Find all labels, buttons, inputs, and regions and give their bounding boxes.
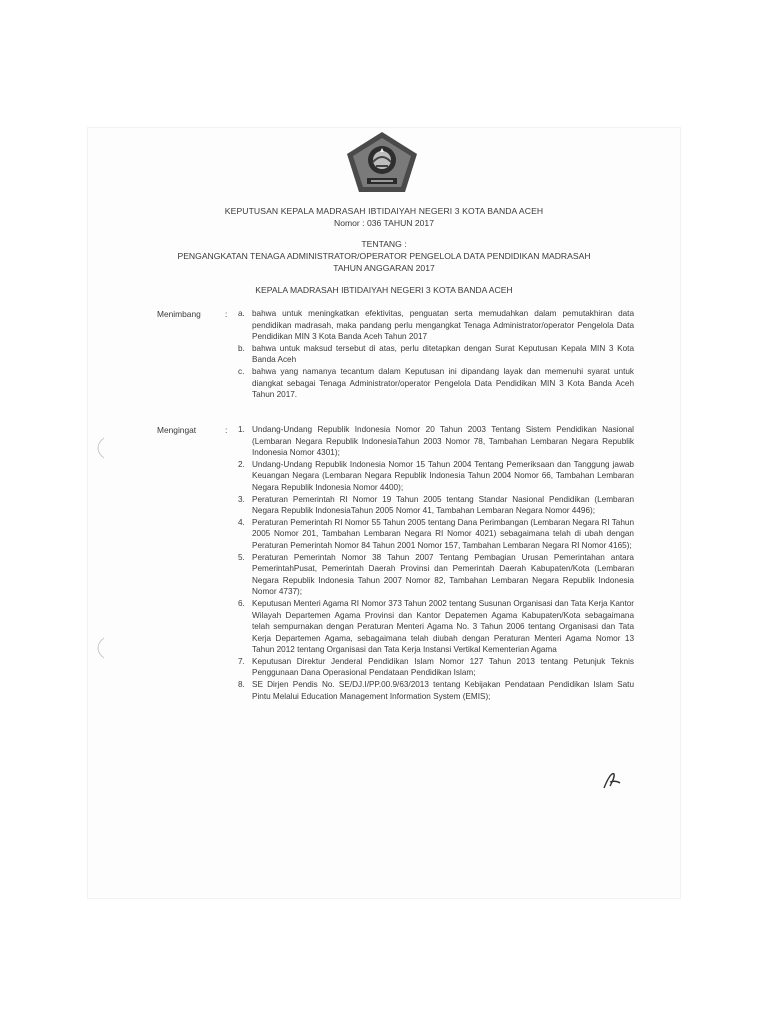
scan-mark: [92, 636, 106, 660]
document-title: KEPUTUSAN KEPALA MADRASAH IBTIDAIYAH NEGERI 3 KOTA BANDA ACEH: [224, 206, 544, 216]
item-text: Peraturan Pemerintah RI Nomor 55 Tahun 2005 tentang Dana Perimbangan (Lembaran Negara RI Tahun 2005 Nomor 201, Tambahan Lembaran Negara RI Nomor 4021) sebagaimana telah di ubah dengan Peraturan Pemerintah Nomor 84 Tahun 2001 Nomor 157, Tambahan Lembaran Negara RI Nomor 4165);: [252, 517, 635, 550]
list-item: [238, 424, 634, 459]
list-item: [238, 459, 634, 494]
item-marker: 3.: [238, 494, 245, 504]
item-marker: 5.: [238, 552, 245, 562]
item-text: bahwa untuk meningkatkan efektivitas, penguatan serta memudahkan dalam pemutakhiran data pendidikan madrasah, maka pandang perlu mengangkat Tenaga Administrator/operator Pengelola Data Pendidikan MIN 3 Kota Banda Aceh Tahun 2017: [252, 309, 634, 342]
paraf-signature-icon: [600, 768, 624, 792]
document-number: Nomor : 036 TAHUN 2017: [334, 218, 434, 228]
item-marker: 1.: [238, 425, 245, 434]
item-text: bahwa yang namanya tecantum dalam Keputusan ini dipandang layak dan memenuhi syarat untuk diangkat sebagai Tenaga Administrator/operator Pengelola Data Pendidikan MIN 3 Kota Banda Aceh Tahun 2017.: [252, 366, 634, 400]
item-marker: 4.: [238, 517, 245, 527]
list-item: [238, 517, 634, 552]
item-marker: 7.: [238, 656, 245, 666]
item-text: Undang-Undang Republik Indonesia Nomor 15 Tahun 2004 Tentang Pemeriksaan dan Tanggung jawab Keuangan Negara (Lembaran Negara Republik Indonesia Tahun 2004 Nomor 66, Tambahan Lembaran Negara Republik Indonesia Nomor 4400);: [252, 459, 634, 492]
item-marker: 6.: [238, 598, 245, 608]
item-text: Keputusan Menteri Agama RI Nomor 373 Tahun 2002 tentang Susunan Organisasi dan Tata Kerja Kantor Wilayah Departemen Agama Provinsi dan Kantor Depatemen Agama Kabupaten/Kota sebagaimana telah sempurnakan dengan Peraturan Menteri Agama No. 3 Tahun 2006 tentang Organisasi dan Tata Kerja Departemen Agama, sebagaimana telah diubah dengan Peraturan Menteri Agama Nomor 13 Tahun 2012 tentang Organisasi dan Tata Kerja Instansi Vertikal Kementerian Agama: [252, 598, 634, 655]
item-text: Peraturan Pemerintah RI Nomor 19 Tahun 2005 tentang Standar Nasional Pendidikan (Lembaran Negara Republik IndonesiaTahun 2005 Nomor 41, Tambahan Lembaran Negara Nomor 4496);: [252, 494, 634, 516]
mengingat-list: [238, 424, 634, 702]
item-text: Keputusan Direktur Jenderal Pendidikan Islam Nomor 127 Tahun 2013 tentang Petunjuk Teknis Penggunaan Dana Operasional Pendataan Pendidikan Islam;: [252, 656, 634, 678]
item-marker: 2.: [238, 459, 245, 469]
item-text: Peraturan Pemerintah Nomor 38 Tahun 2007 Tentang Pembagian Urusan Pemerintahan antara PemerintahPusat, Pemerintah Daerah Provinsi dan Pemerintah Daerah Kabupaten/Kota (Lembaran Negara Republik Indonesia Tahun 2007 Nomor 82, Tambahan Lembaran Negara Republik Indonesia Nomor 4737);: [252, 552, 634, 597]
item-marker: c.: [238, 366, 245, 376]
list-item: [238, 552, 634, 598]
item-text: Undang-Undang Republik Indonesia Nomor 20 Tahun 2003 Tentang Sistem Pendidikan Nasional (Lembaran Negara Republik IndonesiaTahun 2003 Nomor 78, Tambahan Lembaran Negara Republik Indonesia Nomor 4301);: [252, 425, 634, 458]
scan-mark: [92, 436, 106, 460]
issuer-heading: KEPALA MADRASAH IBTIDAIYAH NEGERI 3 KOTA BANDA ACEH: [255, 285, 513, 295]
menimbang-colon: :: [225, 309, 228, 319]
item-marker: b.: [238, 343, 245, 353]
list-item: [238, 366, 634, 401]
menimbang-list: [238, 308, 634, 401]
list-item: [238, 598, 634, 656]
ministry-emblem-icon: [343, 130, 421, 196]
list-item: [238, 656, 634, 679]
item-marker: 8.: [238, 680, 245, 690]
subject-line-2: TAHUN ANGGARAN 2017: [333, 263, 435, 273]
list-item: [238, 679, 634, 702]
list-item: [238, 308, 634, 343]
subject-line-1: PENGANGKATAN TENAGA ADMINISTRATOR/OPERATOR PENGELOLA DATA PENDIDIKAN MADRASAH: [177, 251, 591, 261]
tentang-heading: TENTANG :: [361, 239, 407, 249]
mengingat-colon: :: [225, 425, 228, 435]
mengingat-label: Mengingat: [157, 425, 197, 435]
menimbang-label: Menimbang: [157, 309, 201, 319]
list-item: [238, 343, 634, 366]
item-marker: a.: [238, 309, 245, 318]
list-item: [238, 494, 634, 517]
item-text: SE Dirjen Pendis No. SE/DJ.I/PP.00.9/63/2013 tentang Kebijakan Pendataan Pendidikan Islam Satu Pintu Melalui Education Management Information System (EMIS);: [252, 680, 634, 701]
item-text: bahwa untuk maksud tersebut di atas, perlu ditetapkan dengan Surat Keputusan Kepala MIN 3 Kota Banda Aceh: [252, 343, 634, 365]
